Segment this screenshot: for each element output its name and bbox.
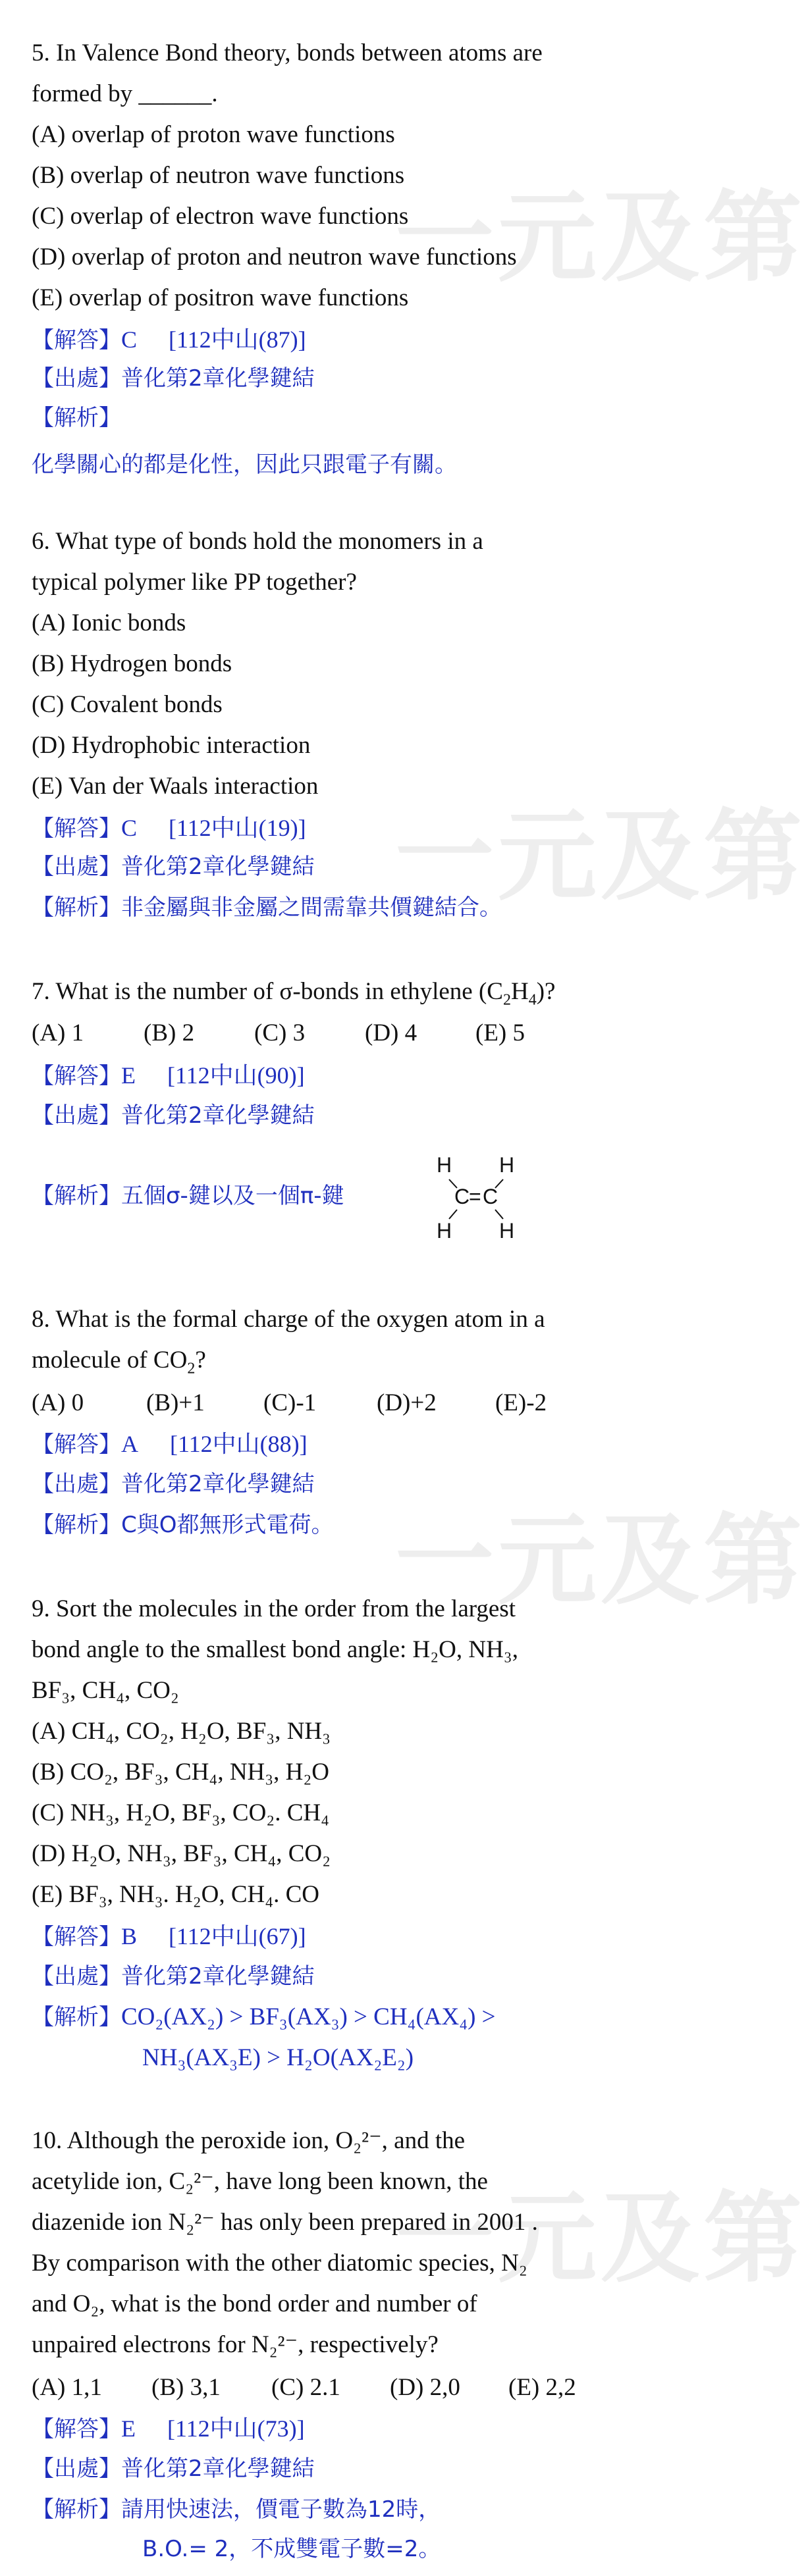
hydrogen-atom: H — [437, 1219, 452, 1243]
option-a: (A) 0 — [32, 1389, 84, 1416]
question-stem: and O₂, what is the bond order and number of — [32, 2290, 477, 2317]
answer-line — [32, 1924, 306, 1948]
exam-reference: [112中山(19)] — [169, 815, 306, 841]
hydrogen-atom: H — [499, 1219, 515, 1243]
source-value: 普化第2章化學鍵結 — [121, 1102, 315, 1129]
answer-label: 【解答】 — [32, 1063, 121, 1089]
explanation-text: 請用快速法，價電子數為12時， — [121, 2496, 441, 2523]
option-b: (B) 2 — [144, 1019, 195, 1046]
question-stem: typical polymer like PP together? — [32, 569, 357, 596]
source-value: 普化第2章化學鍵結 — [121, 1963, 315, 1990]
exam-reference: [112中山(90)] — [167, 1062, 305, 1089]
options-row — [32, 1019, 525, 1047]
stem-text: H — [510, 978, 529, 1005]
source-line — [32, 2458, 315, 2480]
answer-label: 【解答】 — [32, 327, 121, 353]
answer-label: 【解答】 — [32, 2416, 121, 2442]
explanation-continuation: B.O.= 2，不成雙電子數=2。 — [142, 2536, 441, 2562]
option-a: (A) 1,1 — [32, 2374, 102, 2401]
option-d: (D) 2,0 — [390, 2374, 460, 2401]
subscript: 2 — [187, 1360, 196, 1378]
explanation-label: 【解析】 — [32, 1512, 121, 1538]
exam-reference: [112中山(87)] — [169, 326, 306, 353]
source-label: 【出處】 — [32, 1102, 121, 1129]
hydrogen-atom: H — [499, 1153, 515, 1177]
source-label: 【出處】 — [32, 854, 121, 880]
explanation-label: 【解析】 — [32, 894, 121, 921]
answer-line — [32, 2417, 305, 2440]
option-e: (E) 5 — [475, 1019, 525, 1046]
option-b: (B) overlap of neutron wave functions — [32, 162, 405, 189]
question-stem: formed by ______. — [32, 80, 218, 107]
option-b: (B) Hydrogen bonds — [32, 650, 232, 677]
explanation-continuation: NH₃(AX₃E) > H₂O(AX₂E₂) — [142, 2044, 414, 2071]
question-stem: diazenide ion N₂²⁻ has only been prepared in 2001 . — [32, 2209, 538, 2236]
option-d: (D) overlap of proton and neutron wave functions — [32, 244, 517, 270]
question-stem: bond angle to the smallest bond angle: H₂O, NH₃, — [32, 1636, 518, 1663]
option-d: (D) 4 — [365, 1019, 417, 1046]
answer-value: C — [121, 326, 138, 353]
explanation-line — [32, 896, 502, 919]
source-value: 普化第2章化學鍵結 — [121, 2456, 315, 2482]
bond-lines — [0, 1158, 645, 1237]
answer-label: 【解答】 — [32, 1431, 121, 1458]
options-row — [32, 2373, 576, 2402]
source-label: 【出處】 — [32, 1471, 121, 1497]
answer-label: 【解答】 — [32, 1924, 121, 1950]
options-row — [32, 1389, 547, 1417]
answer-value: E — [121, 2415, 136, 2442]
option-c: (C) 3 — [254, 1019, 306, 1046]
question-stem: By comparison with the other diatomic species, N₂ — [32, 2250, 527, 2277]
exam-reference: [112中山(73)] — [167, 2415, 305, 2442]
question-stem — [32, 978, 556, 1009]
explanation-text: 化學關心的都是化性，因此只跟電子有關。 — [32, 451, 457, 478]
option-c: (C) 2.1 — [271, 2374, 340, 2401]
option-c: (C)-1 — [263, 1389, 317, 1416]
exam-reference: [112中山(88)] — [170, 1431, 308, 1457]
watermark: 一元及第 — [395, 2182, 806, 2296]
double-bond: = — [469, 1185, 481, 1208]
question-stem: BF₃, CH₄, CO₂ — [32, 1677, 179, 1704]
answer-value: B — [121, 1923, 138, 1949]
question-stem — [32, 1347, 206, 1378]
source-line — [32, 1104, 315, 1127]
option-d: (D) H₂O, NH₃, BF₃, CH₄, CO₂ — [32, 1840, 331, 1867]
option-d: (D)+2 — [377, 1389, 437, 1416]
explanation-line — [32, 2005, 496, 2029]
answer-line — [32, 816, 306, 840]
stem-text: )? — [536, 978, 556, 1005]
option-c: (C) NH₃, H₂O, BF₃, CO₂. CH₄ — [32, 1799, 330, 1826]
stem-text: ? — [195, 1347, 206, 1374]
answer-value: E — [121, 1062, 136, 1089]
option-a: (A) 1 — [32, 1019, 84, 1046]
stem-text: 7. What is the number of σ-bonds in ethylene (C — [32, 978, 503, 1005]
explanation-label: 【解析】 — [32, 1183, 121, 1209]
source-label: 【出處】 — [32, 365, 121, 392]
answer-line — [32, 1064, 305, 1087]
watermark: 一元及第 — [395, 1504, 806, 1618]
carbon-atom: C — [454, 1185, 470, 1208]
explanation-label: 【解析】 — [32, 2496, 121, 2523]
question-stem: 10. Although the peroxide ion, O₂²⁻, and the — [32, 2127, 466, 2154]
answer-line — [32, 1432, 308, 1456]
hydrogen-atom: H — [437, 1153, 452, 1177]
question-stem: 5. In Valence Bond theory, bonds between atoms are — [32, 39, 543, 66]
explanation-line — [32, 1514, 334, 1536]
explanation-text: CO₂(AX₂) > BF₃(AX₃) > CH₄(AX₄) > — [121, 2003, 496, 2030]
option-b: (B) CO₂, BF₃, CH₄, NH₃, H₂O — [32, 1759, 330, 1786]
option-c: (C) overlap of electron wave functions — [32, 203, 409, 230]
stem-text: molecule of CO — [32, 1347, 188, 1374]
explanation-text: C與O都無形式電荷。 — [121, 1512, 334, 1538]
question-stem: 9. Sort the molecules in the order from the largest — [32, 1595, 516, 1622]
explanation-text: 非金屬與非金屬之間需靠共價鍵結合。 — [121, 894, 502, 921]
source-line — [32, 856, 315, 878]
subscript: 4 — [528, 991, 537, 1009]
answer-label: 【解答】 — [32, 815, 121, 842]
option-b: (B)+1 — [146, 1389, 205, 1416]
option-e: (E) Van der Waals interaction — [32, 773, 319, 800]
option-d: (D) Hydrophobic interaction — [32, 732, 311, 759]
watermark: 一元及第 — [395, 181, 806, 296]
option-e: (E) overlap of positron wave functions — [32, 284, 409, 311]
source-value: 普化第2章化學鍵結 — [121, 1471, 315, 1497]
source-line — [32, 1965, 315, 1988]
option-b: (B) 3,1 — [151, 2374, 221, 2401]
option-a: (A) CH₄, CO₂, H₂O, BF₃, NH₃ — [32, 1718, 331, 1745]
source-line — [32, 367, 315, 390]
subscript: 2 — [502, 991, 511, 1009]
explanation-text: 五個σ-鍵以及一個π-鍵 — [121, 1183, 344, 1209]
explanation-label: 【解析】 — [32, 2004, 121, 2030]
answer-value: C — [121, 815, 138, 841]
option-c: (C) Covalent bonds — [32, 691, 223, 718]
option-a: (A) Ionic bonds — [32, 609, 186, 636]
explanation-label: 【解析】 — [32, 405, 121, 431]
option-e: (E)-2 — [495, 1389, 547, 1416]
option-a: (A) overlap of proton wave functions — [32, 121, 395, 148]
source-label: 【出處】 — [32, 1963, 121, 1990]
question-stem: unpaired electrons for N₂²⁻, respectively? — [32, 2331, 439, 2358]
option-e: (E) BF₃, NH₃. H₂O, CH₄. CO — [32, 1881, 320, 1908]
carbon-atom: C — [483, 1185, 498, 1208]
option-e: (E) 2,2 — [508, 2374, 576, 2401]
source-label: 【出處】 — [32, 2456, 121, 2482]
question-stem: acetylide ion, C₂²⁻, have long been known, the — [32, 2168, 488, 2195]
answer-value: A — [121, 1431, 138, 1457]
source-value: 普化第2章化學鍵結 — [121, 854, 315, 880]
explanation-line — [32, 2498, 441, 2521]
source-line — [32, 1473, 315, 1495]
question-stem: 6. What type of bonds hold the monomers in a — [32, 528, 483, 555]
watermark: 一元及第 — [395, 800, 806, 914]
question-stem: 8. What is the formal charge of the oxygen atom in a — [32, 1306, 545, 1333]
exam-reference: [112中山(67)] — [169, 1923, 306, 1949]
source-value: 普化第2章化學鍵結 — [121, 365, 315, 392]
answer-line — [32, 328, 306, 351]
